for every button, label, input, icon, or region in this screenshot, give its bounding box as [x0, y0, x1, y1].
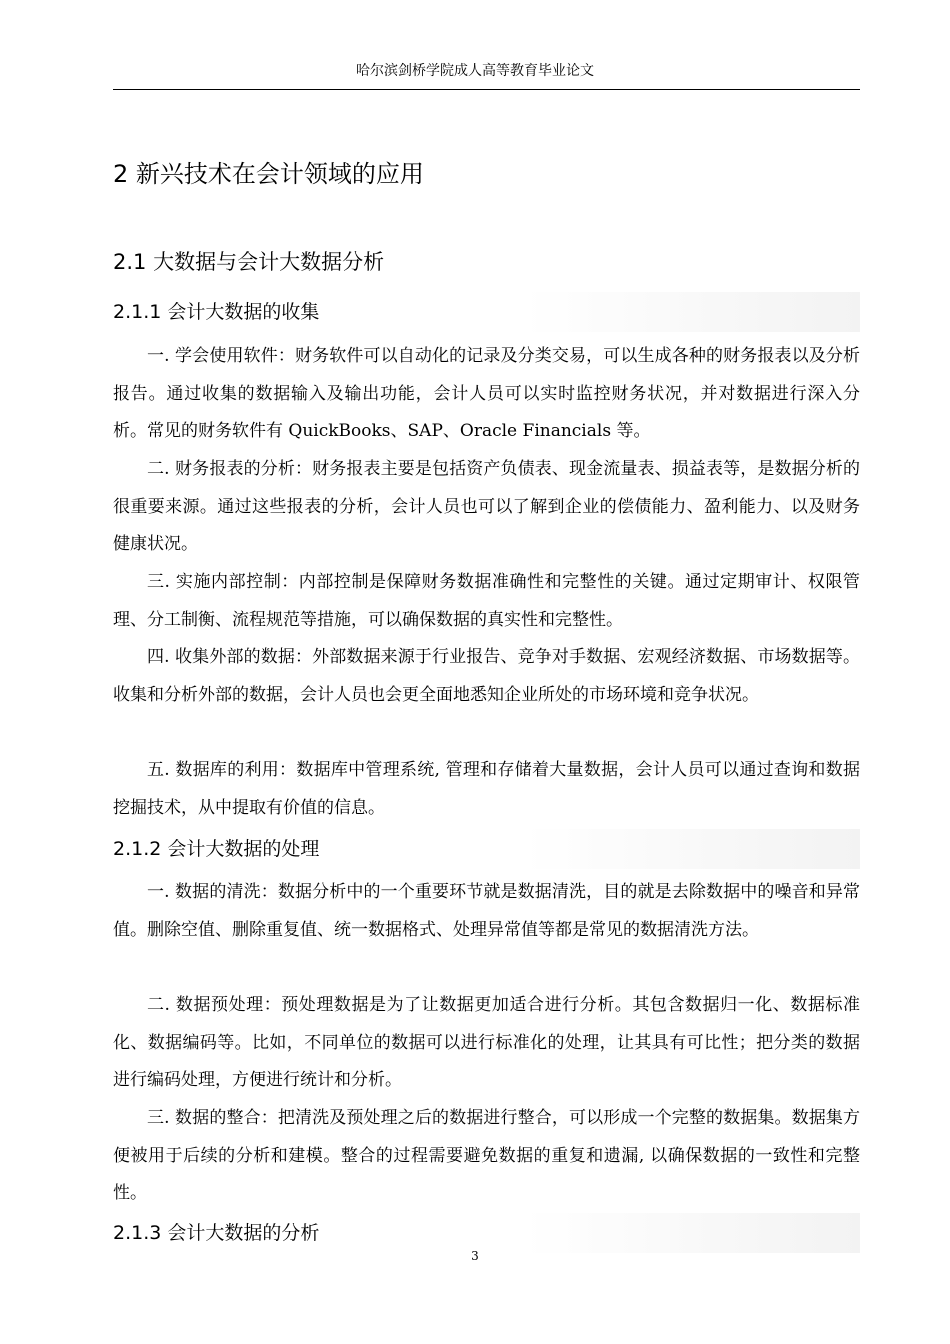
header-divider: [113, 89, 860, 90]
paragraph-2-1-1-4: 四. 收集外部的数据：外部数据来源于行业报告、竞争对手数据、宏观经济数据、市场数据等。收集和分析外部的数据，会计人员也会更全面地悉知企业所处的市场环境和竞争状况。: [113, 647, 860, 705]
paragraph-2-1-1-2: 二. 财务报表的分析：财务报表主要是包括资产负债表、现金流量表、损益表等，是数据分析的很重要来源。通过这些报表的分析，会计人员也可以了解到企业的偿债能力、盈利能力、以及财务健康状况。: [113, 459, 860, 555]
paragraph-2-1-1-5: 五. 数据库的利用：数据库中管理系统, 管理和存储着大量数据，会计人员可以通过查询和数据挖掘技术，从中提取有价值的信息。: [113, 760, 860, 818]
paragraph-2-1-2-3: 三. 数据的整合：把清洗及预处理之后的数据进行整合，可以形成一个完整的数据集。数据集方便被用于后续的分析和建模。整合的过程需要避免数据的重复和遗漏, 以确保数据的一致性和完整性。: [113, 1108, 860, 1204]
chapter-title: 2 新兴技术在会计领域的应用: [113, 160, 424, 188]
paragraph-2-1-2-2: 二. 数据预处理：预处理数据是为了让数据更加适合进行分析。其包含数据归一化、数据标准化、数据编码等。比如，不同单位的数据可以进行标准化的处理，让其具有可比性；把分类的数据进行编码处理，方便进行统计和分析。: [113, 995, 860, 1091]
paragraph-2-1-1-3: 三. 实施内部控制：内部控制是保障财务数据准确性和完整性的关键。通过定期审计、权限管理、分工制衡、流程规范等措施，可以确保数据的真实性和完整性。: [113, 572, 860, 630]
paragraph-2-1-1-1: 一. 学会使用软件：财务软件可以自动化的记录及分类交易，可以生成各种的财务报表以及分析报告。通过收集的数据输入及输出功能，会计人员可以实时监控财务状况，并对数据进行深入分析。常见的财务软件有 QuickBooks、SAP、Oracle Financials 等。: [113, 346, 860, 442]
paragraph-2-1-2-1: 一. 数据的清洗：数据分析中的一个重要环节就是数据清洗，目的就是去除数据中的噪音和异常值。删除空值、删除重复值、统一数据格式、处理异常值等都是常见的数据清洗方法。: [113, 882, 860, 940]
section-2-1-1-title: 2.1.1 会计大数据的收集: [113, 292, 860, 332]
page-header-title: 哈尔滨剑桥学院成人高等教育毕业论文: [356, 63, 594, 79]
section-2-1-3-title: 2.1.3 会计大数据的分析: [113, 1213, 860, 1253]
section-2-1-2-title: 2.1.2 会计大数据的处理: [113, 829, 860, 869]
page-number: 3: [471, 1249, 479, 1263]
section-2-1-title: 2.1 大数据与会计大数据分析: [113, 250, 385, 274]
